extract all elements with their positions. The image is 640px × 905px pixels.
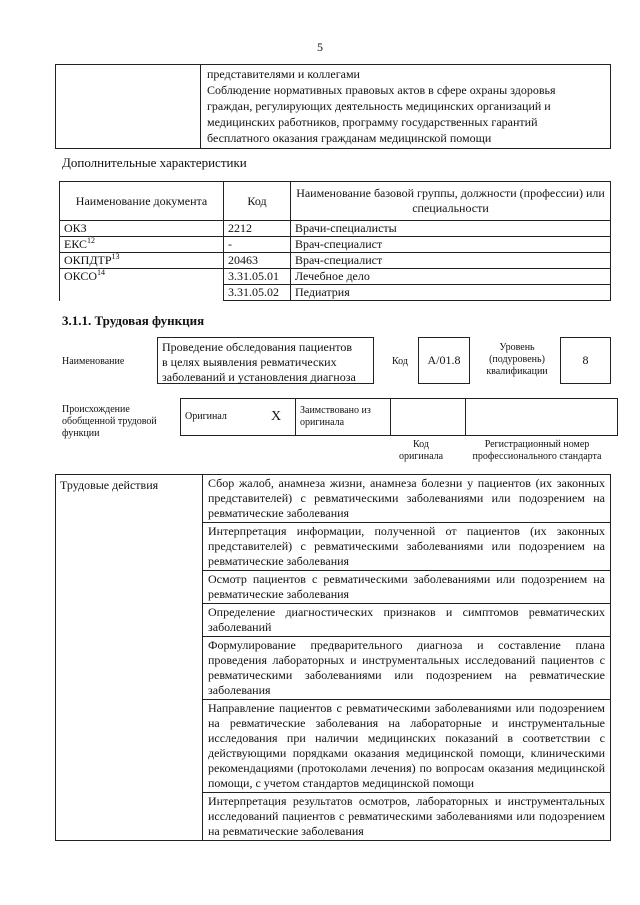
original-code-caption: Код оригинала xyxy=(398,439,444,462)
labour-actions-table xyxy=(55,474,611,841)
code-cell: 20463 xyxy=(224,253,291,269)
code-cell: 3.31.05.02 xyxy=(224,285,291,301)
registration-number-caption: Регистрационный номер профессионального стандарта xyxy=(472,439,602,462)
doc-cell: ЕКС$^{12}$ xyxy=(60,237,224,253)
table-row xyxy=(56,475,611,523)
footnote-ref: 13 xyxy=(111,252,120,261)
group-cell: Лечебное дело xyxy=(291,269,611,285)
table-header-row xyxy=(60,182,611,221)
header-document: Наименование документа xyxy=(60,182,224,221)
doc-cell: ОКСО$^{14}$ xyxy=(60,269,224,301)
header-code: Код xyxy=(224,182,291,221)
doc-cell: ОКЗ xyxy=(60,221,224,237)
continuation-line: представителями и коллегами xyxy=(207,67,360,81)
original-mark: X xyxy=(257,399,296,436)
original-code-cell xyxy=(391,399,466,436)
footnote-ref: 14 xyxy=(97,268,106,277)
qualification-level-box: 8 xyxy=(560,337,611,384)
function-name-line: Проведение обследования пациентов xyxy=(162,340,353,354)
function-code-box: A/01.8 xyxy=(418,337,470,384)
additional-characteristics-table xyxy=(59,181,611,301)
labour-action-item: Направление пациентов с ревматическими заболеваниями или подозрением на ревматические заболевания на лабораторные и инструментальные исследования при наличии медицинских показаний в соответствии с действующими порядками оказания медицинской помощи, клиническими рекомендациями (протоколами лечения) по вопросам оказания медицинской помощи, с учетом стандартов медицинской помощи xyxy=(203,700,611,793)
labour-action-item: Определение диагностических признаков и симптомов ревматических заболеваний xyxy=(203,604,611,637)
section-title: 3.1.1. Трудовая функция xyxy=(62,313,205,328)
labour-actions-label: Трудовые действия xyxy=(56,475,203,841)
labour-action-item: Осмотр пациентов с ревматическими заболеваниями или подозрением на ревматические заболевания xyxy=(203,571,611,604)
code-label: Код xyxy=(392,356,408,367)
origin-table xyxy=(180,398,618,436)
continuation-text-cell xyxy=(201,65,611,149)
code-cell: 3.31.05.01 xyxy=(224,269,291,285)
level-label: Уровень (подуровень) квалификации xyxy=(486,342,548,377)
table-row xyxy=(60,237,611,253)
continuation-table xyxy=(55,64,611,149)
table-row xyxy=(60,253,611,269)
function-name-box xyxy=(157,337,374,384)
borrowed-label: Заимствовано из оригинала xyxy=(296,399,391,436)
table-row xyxy=(60,269,611,285)
footnote-ref: 12 xyxy=(87,236,96,245)
original-label: Оригинал xyxy=(181,399,258,436)
labour-action-item: Формулирование предварительного диагноза и составление плана проведения лабораторных и инструментальных исследований пациентов с ревматическими заболеваниями или подозрением на ревматические заболевания xyxy=(203,637,611,700)
group-cell: Врач-специалист xyxy=(291,253,611,269)
doc-cell: ОКПДТР$^{13}$ xyxy=(60,253,224,269)
function-name-line: в целях выявления ревматических xyxy=(162,355,337,369)
continuation-line: медицинских работников, программу государственных гарантий xyxy=(207,115,538,129)
code-cell: 2212 xyxy=(224,221,291,237)
labour-action-item: Сбор жалоб, анамнеза жизни, анамнеза болезни у пациентов (их законных представителей) с ревматическими заболеваниями или подозрением на ревматические заболевания xyxy=(203,475,611,523)
labour-action-item: Интерпретация информации, полученной от пациентов (их законных представителей) с ревматическими заболеваниями или подозрением на ревматические заболевания xyxy=(203,523,611,571)
table-row xyxy=(60,221,611,237)
page-number: 5 xyxy=(317,40,323,54)
additional-characteristics-title: Дополнительные характеристики xyxy=(62,155,247,170)
header-group: Наименование базовой группы, должности (профессии) или специальности xyxy=(291,182,611,221)
continuation-line: Соблюдение нормативных правовых актов в сфере охраны здоровья xyxy=(207,83,556,97)
labour-action-item: Интерпретация результатов осмотров, лабораторных и инструментальных исследований пациентов с ревматическими заболеваниями или подозрением на ревматические заболевания xyxy=(203,793,611,841)
continuation-label-cell xyxy=(56,65,201,149)
function-name-line: заболеваний и установления диагноза xyxy=(162,370,356,384)
name-label: Наименование xyxy=(62,356,125,367)
continuation-line: граждан, регулирующих деятельность медицинских организаций и xyxy=(207,99,551,113)
group-cell: Врач-специалист xyxy=(291,237,611,253)
continuation-line: бесплатного оказания гражданам медицинской помощи xyxy=(207,131,492,145)
group-cell: Врачи-специалисты xyxy=(291,221,611,237)
code-cell: - xyxy=(224,237,291,253)
registration-number-cell xyxy=(466,399,618,436)
origin-label: Происхождение обобщенной трудовой функции xyxy=(62,404,157,439)
group-cell: Педиатрия xyxy=(291,285,611,301)
